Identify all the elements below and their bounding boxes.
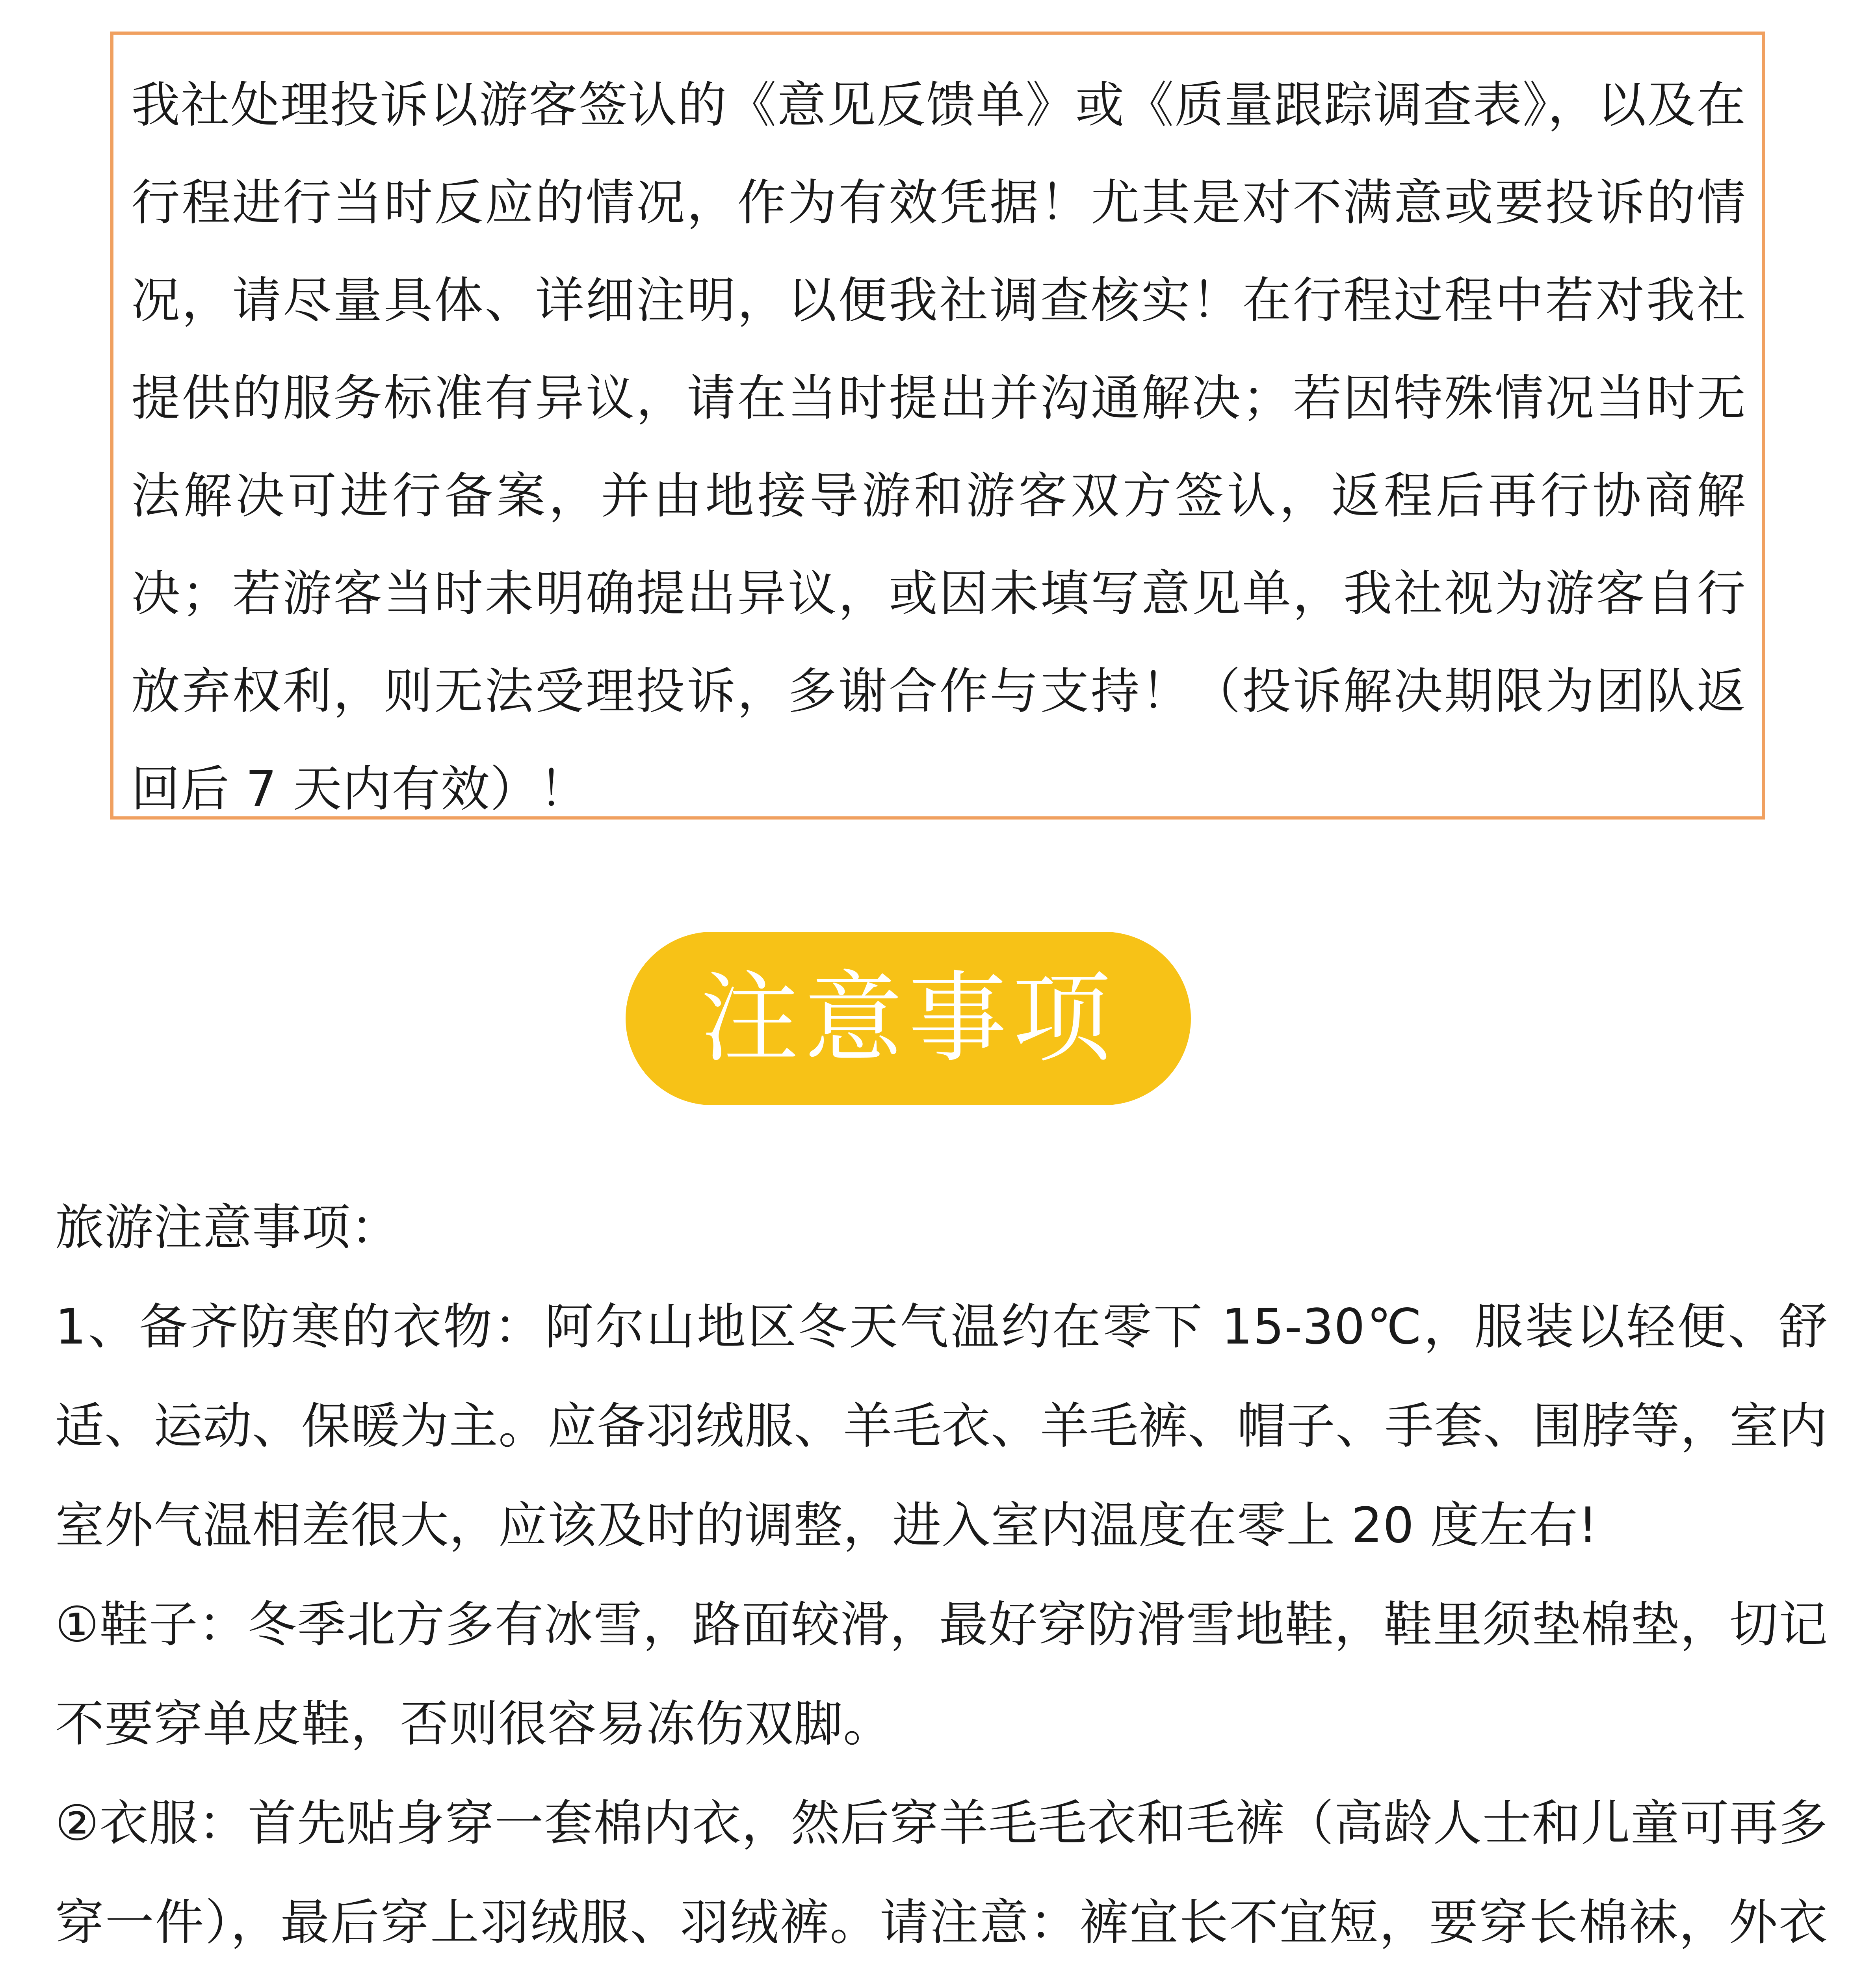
section-title: 注意事项 bbox=[700, 961, 1116, 1076]
paragraph-clothes: ②衣服：首先贴身穿一套棉内衣，然后穿羊毛毛衣和毛裤（高龄人士和儿童可再多穿一件），最后穿上羽绒服、羽绒裤。请注意：裤宜长不宜短，要穿长棉袜，外衣 bbox=[55, 1795, 1828, 1951]
travel-notes bbox=[55, 1178, 1828, 1970]
complaint-notice-text: 我社处理投诉以游客签认的《意见反馈单》或《质量跟踪调查表》，以及在行程进行当时反应的情况，作为有效凭据！尤其是对不满意或要投诉的情况，请尽量具体、详细注明，以便我社调查核实！在行程过程中若对我社提供的服务标准有异议，请在当时提出并沟通解决；若因特殊情况当时无法解决可进行备案，并由地接导游和游客双方签认，返程后再行协商解决；若游客当时未明确提出异议，或因未填写意见单，我社视为游客自行放弃权利，则无法受理投诉，多谢合作与支持！（投诉解决期限为团队返回后 7 天内有效）！ bbox=[131, 77, 1746, 818]
paragraph-cold-clothing: 1、备齐防寒的衣物：阿尔山地区冬天气温约在零下 15-30℃，服装以轻便、舒适、运动、保暖为主。应备羽绒服、羊毛衣、羊毛裤、帽子、手套、围脖等，室内室外气温相差很大，应该及时的调整，进入室内温度在零上 20 度左右! bbox=[55, 1299, 1828, 1554]
travel-notes-heading: 旅游注意事项： bbox=[55, 1199, 400, 1256]
complaint-notice-box bbox=[110, 32, 1765, 820]
paragraph-shoes: ①鞋子：冬季北方多有冰雪，路面较滑，最好穿防滑雪地鞋，鞋里须垫棉垫，切记不要穿单皮鞋，否则很容易冻伤双脚。 bbox=[55, 1596, 1828, 1753]
section-title-badge bbox=[626, 932, 1191, 1105]
